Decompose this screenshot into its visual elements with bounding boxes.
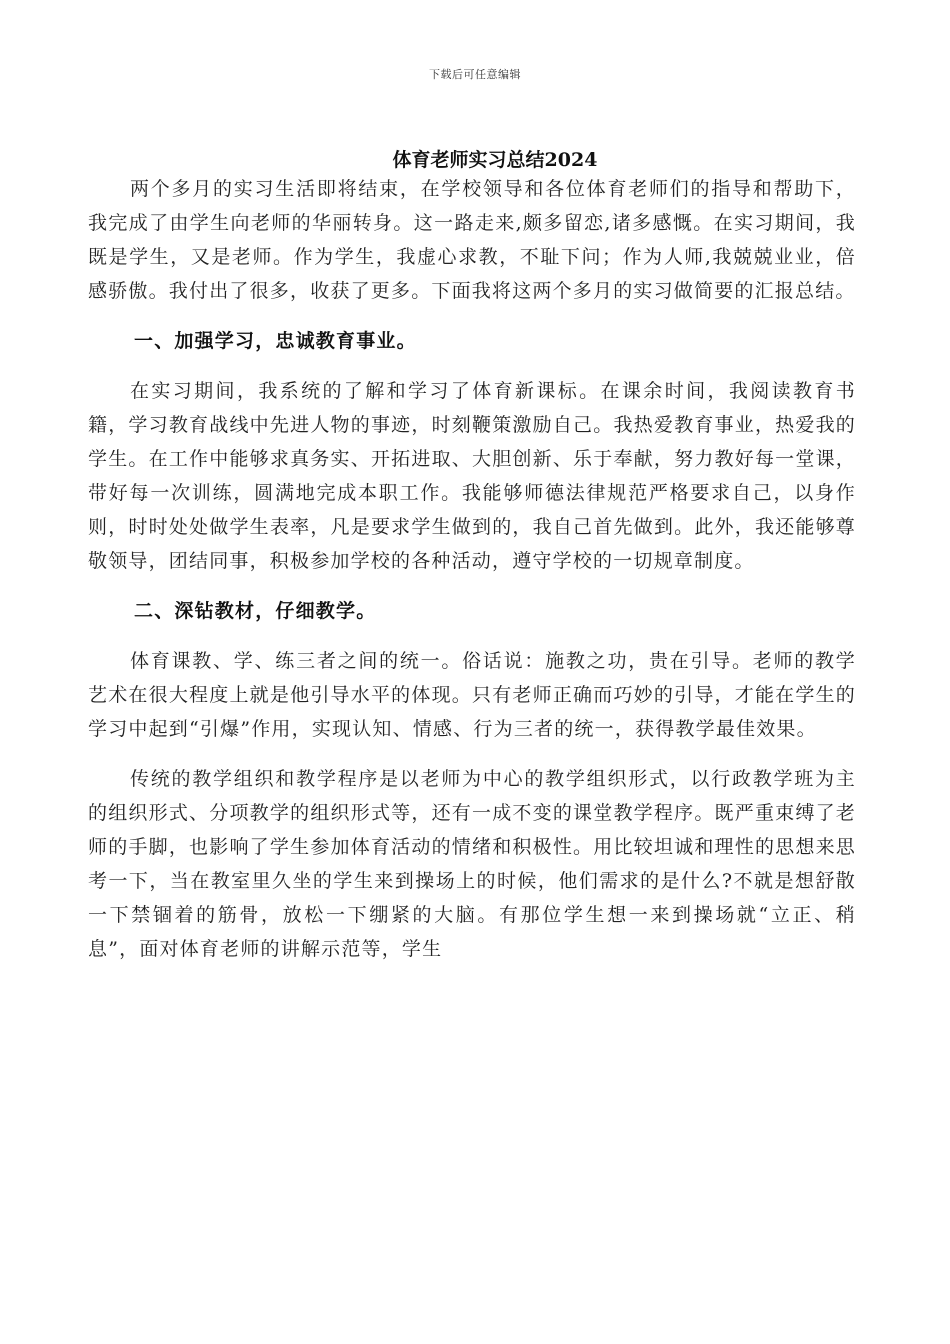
- section-heading-1: 一、加强学习，忠诚教育事业。: [134, 330, 417, 352]
- section-heading-2: 二、深钻教材，仔细教学。: [134, 600, 377, 622]
- document-title: 体育老师实习总结2024: [392, 149, 598, 171]
- paragraph-learning: 在实习期间，我系统的了解和学习了体育新课标。在课余时间，我阅读教育书籍，学习教育战线中先进人物的事迹，时刻鞭策激励自己。我热爱教育事业，热爱我的学生。在工作中能够求真务实、开拓进取、大胆创新、乐于奉献，努力教好每一堂课，带好每一次训练，圆满地完成本职工作。我能够师德法律规范严格要求自己，以身作则，时时处处做学生表率，凡是要求学生做到的，我自己首先做到。此外，我还能够尊敬领导，团结同事，积极参加学校的各种活动，遵守学校的一切规章制度。: [88, 380, 856, 572]
- paragraph-tradition: 传统的教学组织和教学程序是以老师为中心的教学组织形式，以行政教学班为主的组织形式、分项教学的组织形式等，还有一成不变的课堂教学程序。既严重束缚了老师的手脚，也影响了学生参加体育活动的情绪和积极性。用比较坦诚和理性的思想来思考一下，当在教室里久坐的学生来到操场上的时候，他们需求的是什么?不就是想舒散一下禁锢着的筋骨，放松一下绷紧的大脑。有那位学生想一来到操场就“立正、稍息”，面对体育老师的讲解示范等，学生: [88, 768, 856, 960]
- paragraph-intro: 两个多月的实习生活即将结束，在学校领导和各位体育老师们的指导和帮助下，我完成了由学生向老师的华丽转身。这一路走来,颇多留恋,诸多感慨。在实习期间，我既是学生，又是老师。作为学生，我虚心求教，不耻下问；作为人师,我兢兢业业，倍感骄傲。我付出了很多，收获了更多。下面我将这两个多月的实习做简要的汇报总结。: [88, 178, 856, 302]
- document-body: [88, 172, 856, 982]
- header-note: 下载后可任意编辑: [429, 68, 521, 81]
- paragraph-teaching: 体育课教、学、练三者之间的统一。俗话说：施教之功，贵在引导。老师的教学艺术在很大程度上就是他引导水平的体现。只有老师正确而巧妙的引导，才能在学生的学习中起到“引爆”作用，实现认知、情感、行为三者的统一，获得教学最佳效果。: [88, 650, 856, 740]
